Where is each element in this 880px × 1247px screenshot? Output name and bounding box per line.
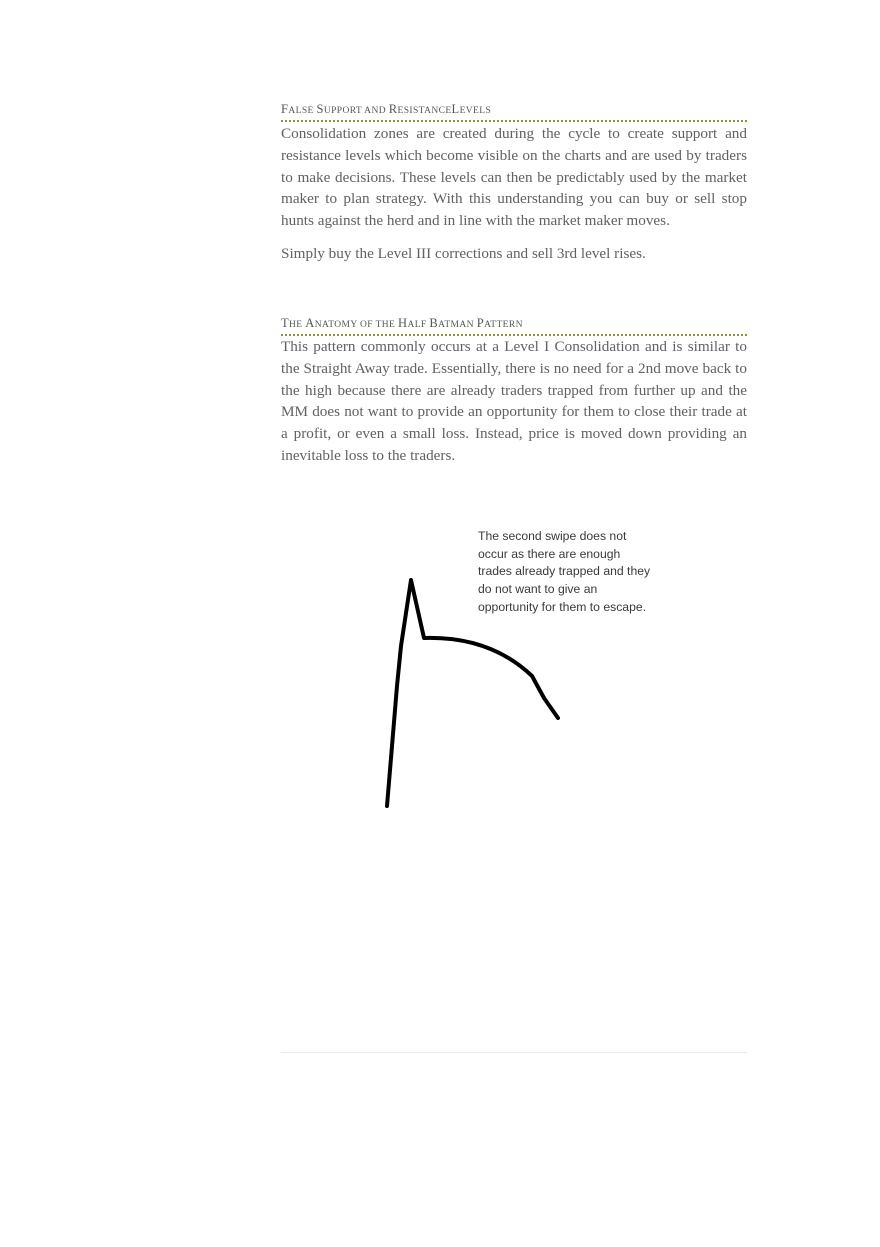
heading-part: L [451,102,460,116]
heading-part: A [305,316,315,330]
heading-part: ALF [407,320,430,330]
heading-part: T [281,316,290,330]
heading-part: EVELS [459,106,492,116]
heading-part: HE [289,320,306,330]
heading-part: R [388,102,398,116]
section-heading-false-support [281,100,747,122]
heading-part: H [398,316,408,330]
heading-part: ATMAN [438,320,477,330]
heading-part: UPPORT AND [323,106,389,116]
heading-part: P [476,316,485,330]
paragraph-consolidation-zones: Consolidation zones are created during the cycle to create support and resistance levels which become visible on the charts and are used by traders to make decisions. These levels can then be predictably used by the market maker to plan strategy. With this understanding you can buy or sell stop hunts against the herd and in line with the market maker moves. [281,125,747,230]
paragraph-buy-level-three: Simply buy the Level III corrections and sell 3rd level rises. [281,245,646,262]
footer-divider [281,1052,747,1053]
heading-part: S [316,102,324,116]
heading-part: ATTERN [484,320,523,330]
heading-part: B [429,316,439,330]
heading-part: ALSE [288,106,317,116]
figure-annotation: The second swipe does not occur as there are enough trades already trapped and they do not want to give an opportunity for them to escape. [478,529,651,614]
heading-part: NATOMY OF THE [314,320,399,330]
heading-part: ESISTANCE [397,106,452,116]
section-heading-half-batman [281,314,747,336]
heading-part: F [281,102,289,116]
paragraph-pattern-description: This pattern commonly occurs at a Level I Consolidation and is similar to the Straight Away trade. Essentially, there is no need for a 2nd move back to the high because there are already traders trapped from further up and the MM does not want to provide an opportunity for them to close their trade at a profit, or even a small loss. Instead, price is moved down providing an inevitable loss to the traders. [281,338,747,464]
